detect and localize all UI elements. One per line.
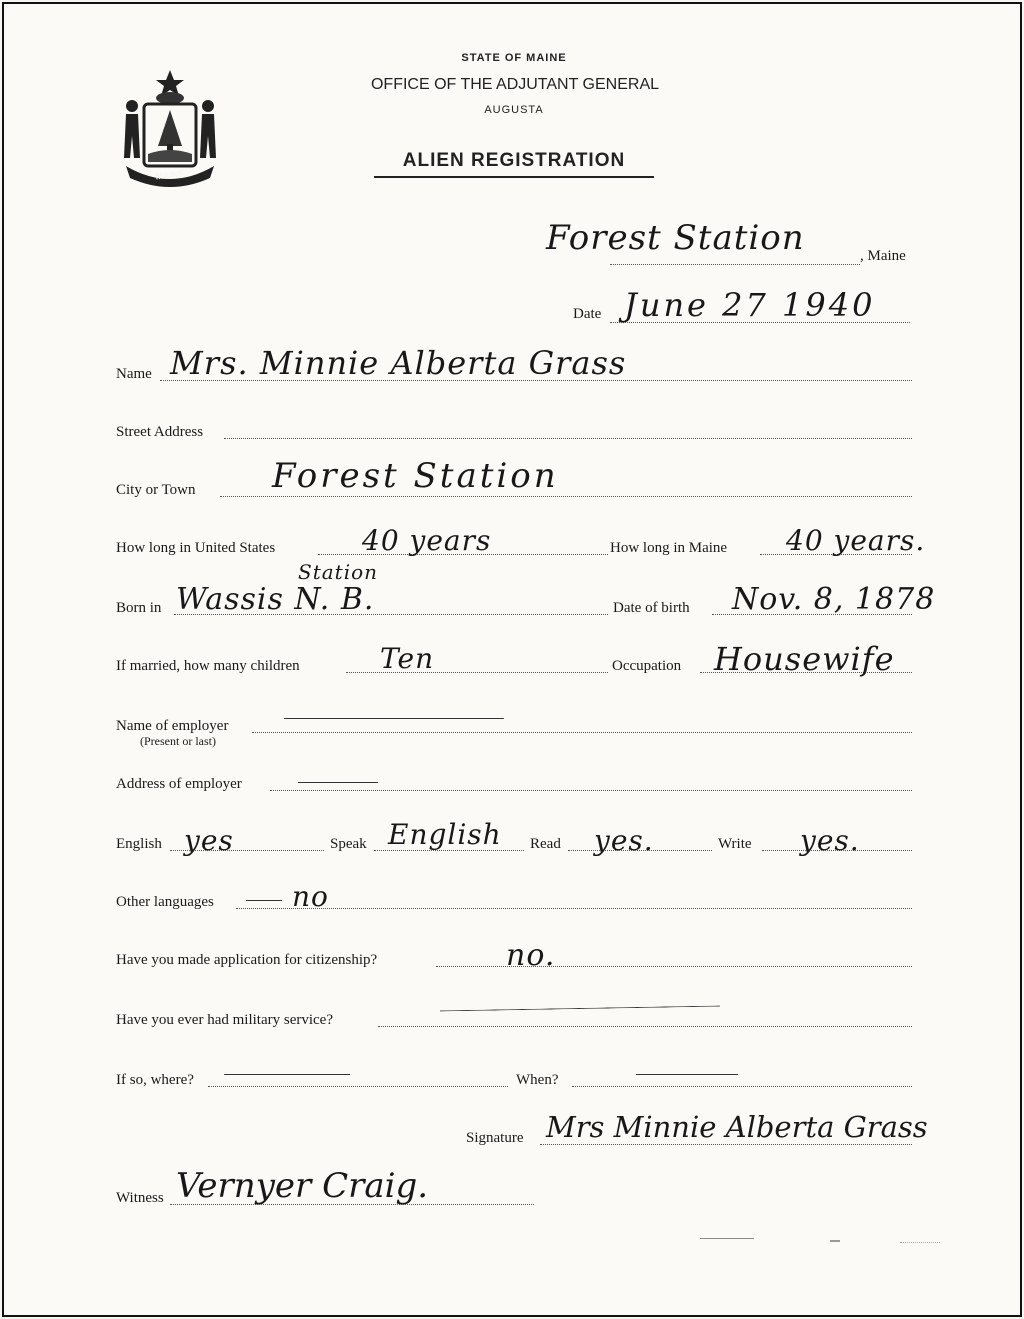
- location-suffix: , Maine: [860, 248, 906, 264]
- us-value: 40 years: [362, 524, 492, 557]
- witness-label: Witness: [116, 1190, 164, 1206]
- children-value: Ten: [380, 642, 435, 675]
- write-label: Write: [718, 836, 752, 852]
- city-label: City or Town: [116, 482, 196, 498]
- speak-value: English: [388, 818, 502, 851]
- state-seal: [116, 66, 224, 190]
- office-heading: OFFICE OF THE ADJUTANT GENERAL: [370, 76, 660, 93]
- location-value: Forest Station: [546, 218, 805, 258]
- children-label: If married, how many children: [116, 658, 300, 674]
- occupation-value: Housewife: [714, 640, 895, 678]
- city-heading: AUGUSTA: [484, 104, 544, 116]
- stray-marks: [700, 1232, 960, 1252]
- other-languages-value: no: [292, 880, 329, 913]
- citizenship-value: no.: [506, 938, 556, 973]
- form-title: ALIEN REGISTRATION: [402, 150, 626, 171]
- write-value: yes.: [800, 824, 860, 857]
- dob-label: Date of birth: [613, 600, 690, 616]
- occupation-label: Occupation: [612, 658, 682, 674]
- citizenship-label: Have you made application for citizenship?: [116, 952, 378, 968]
- city-value: Forest Station: [272, 456, 559, 496]
- us-label: How long in United States: [116, 540, 276, 556]
- state-heading: STATE OF MAINE: [461, 52, 567, 64]
- when-label: When?: [516, 1072, 559, 1088]
- where-label: If so, where?: [116, 1072, 194, 1088]
- born-value: Wassis N. B.: [176, 582, 375, 617]
- signature-label: Signature: [466, 1130, 524, 1146]
- date-value: June 27 1940: [624, 286, 876, 324]
- street-label: Street Address: [116, 424, 204, 440]
- born-label: Born in: [116, 600, 162, 616]
- employer-label: Name of employer: [116, 718, 229, 734]
- employer-sublabel: (Present or last): [140, 734, 216, 748]
- name-label: Name: [116, 366, 152, 382]
- read-value: yes.: [594, 824, 654, 857]
- date-label: Date: [573, 306, 602, 322]
- maine-label: How long in Maine: [610, 540, 728, 556]
- seal-banner-text: MAINE: [155, 168, 185, 182]
- employer-address-label: Address of employer: [116, 776, 242, 792]
- dob-value: Nov. 8, 1878: [732, 582, 936, 617]
- speak-label: Speak: [330, 836, 367, 852]
- read-label: Read: [530, 836, 561, 852]
- name-value: Mrs. Minnie Alberta Grass: [170, 344, 627, 382]
- signature-value: Mrs Minnie Alberta Grass: [546, 1110, 928, 1144]
- other-languages-label: Other languages: [116, 894, 214, 910]
- english-label: English: [116, 836, 162, 852]
- title-underline: [374, 176, 654, 178]
- military-label: Have you ever had military service?: [116, 1012, 333, 1028]
- witness-value: Vernyer Craig.: [176, 1166, 429, 1206]
- english-value: yes: [184, 824, 234, 857]
- born-insert: Station: [298, 560, 379, 584]
- maine-value: 40 years.: [786, 524, 926, 557]
